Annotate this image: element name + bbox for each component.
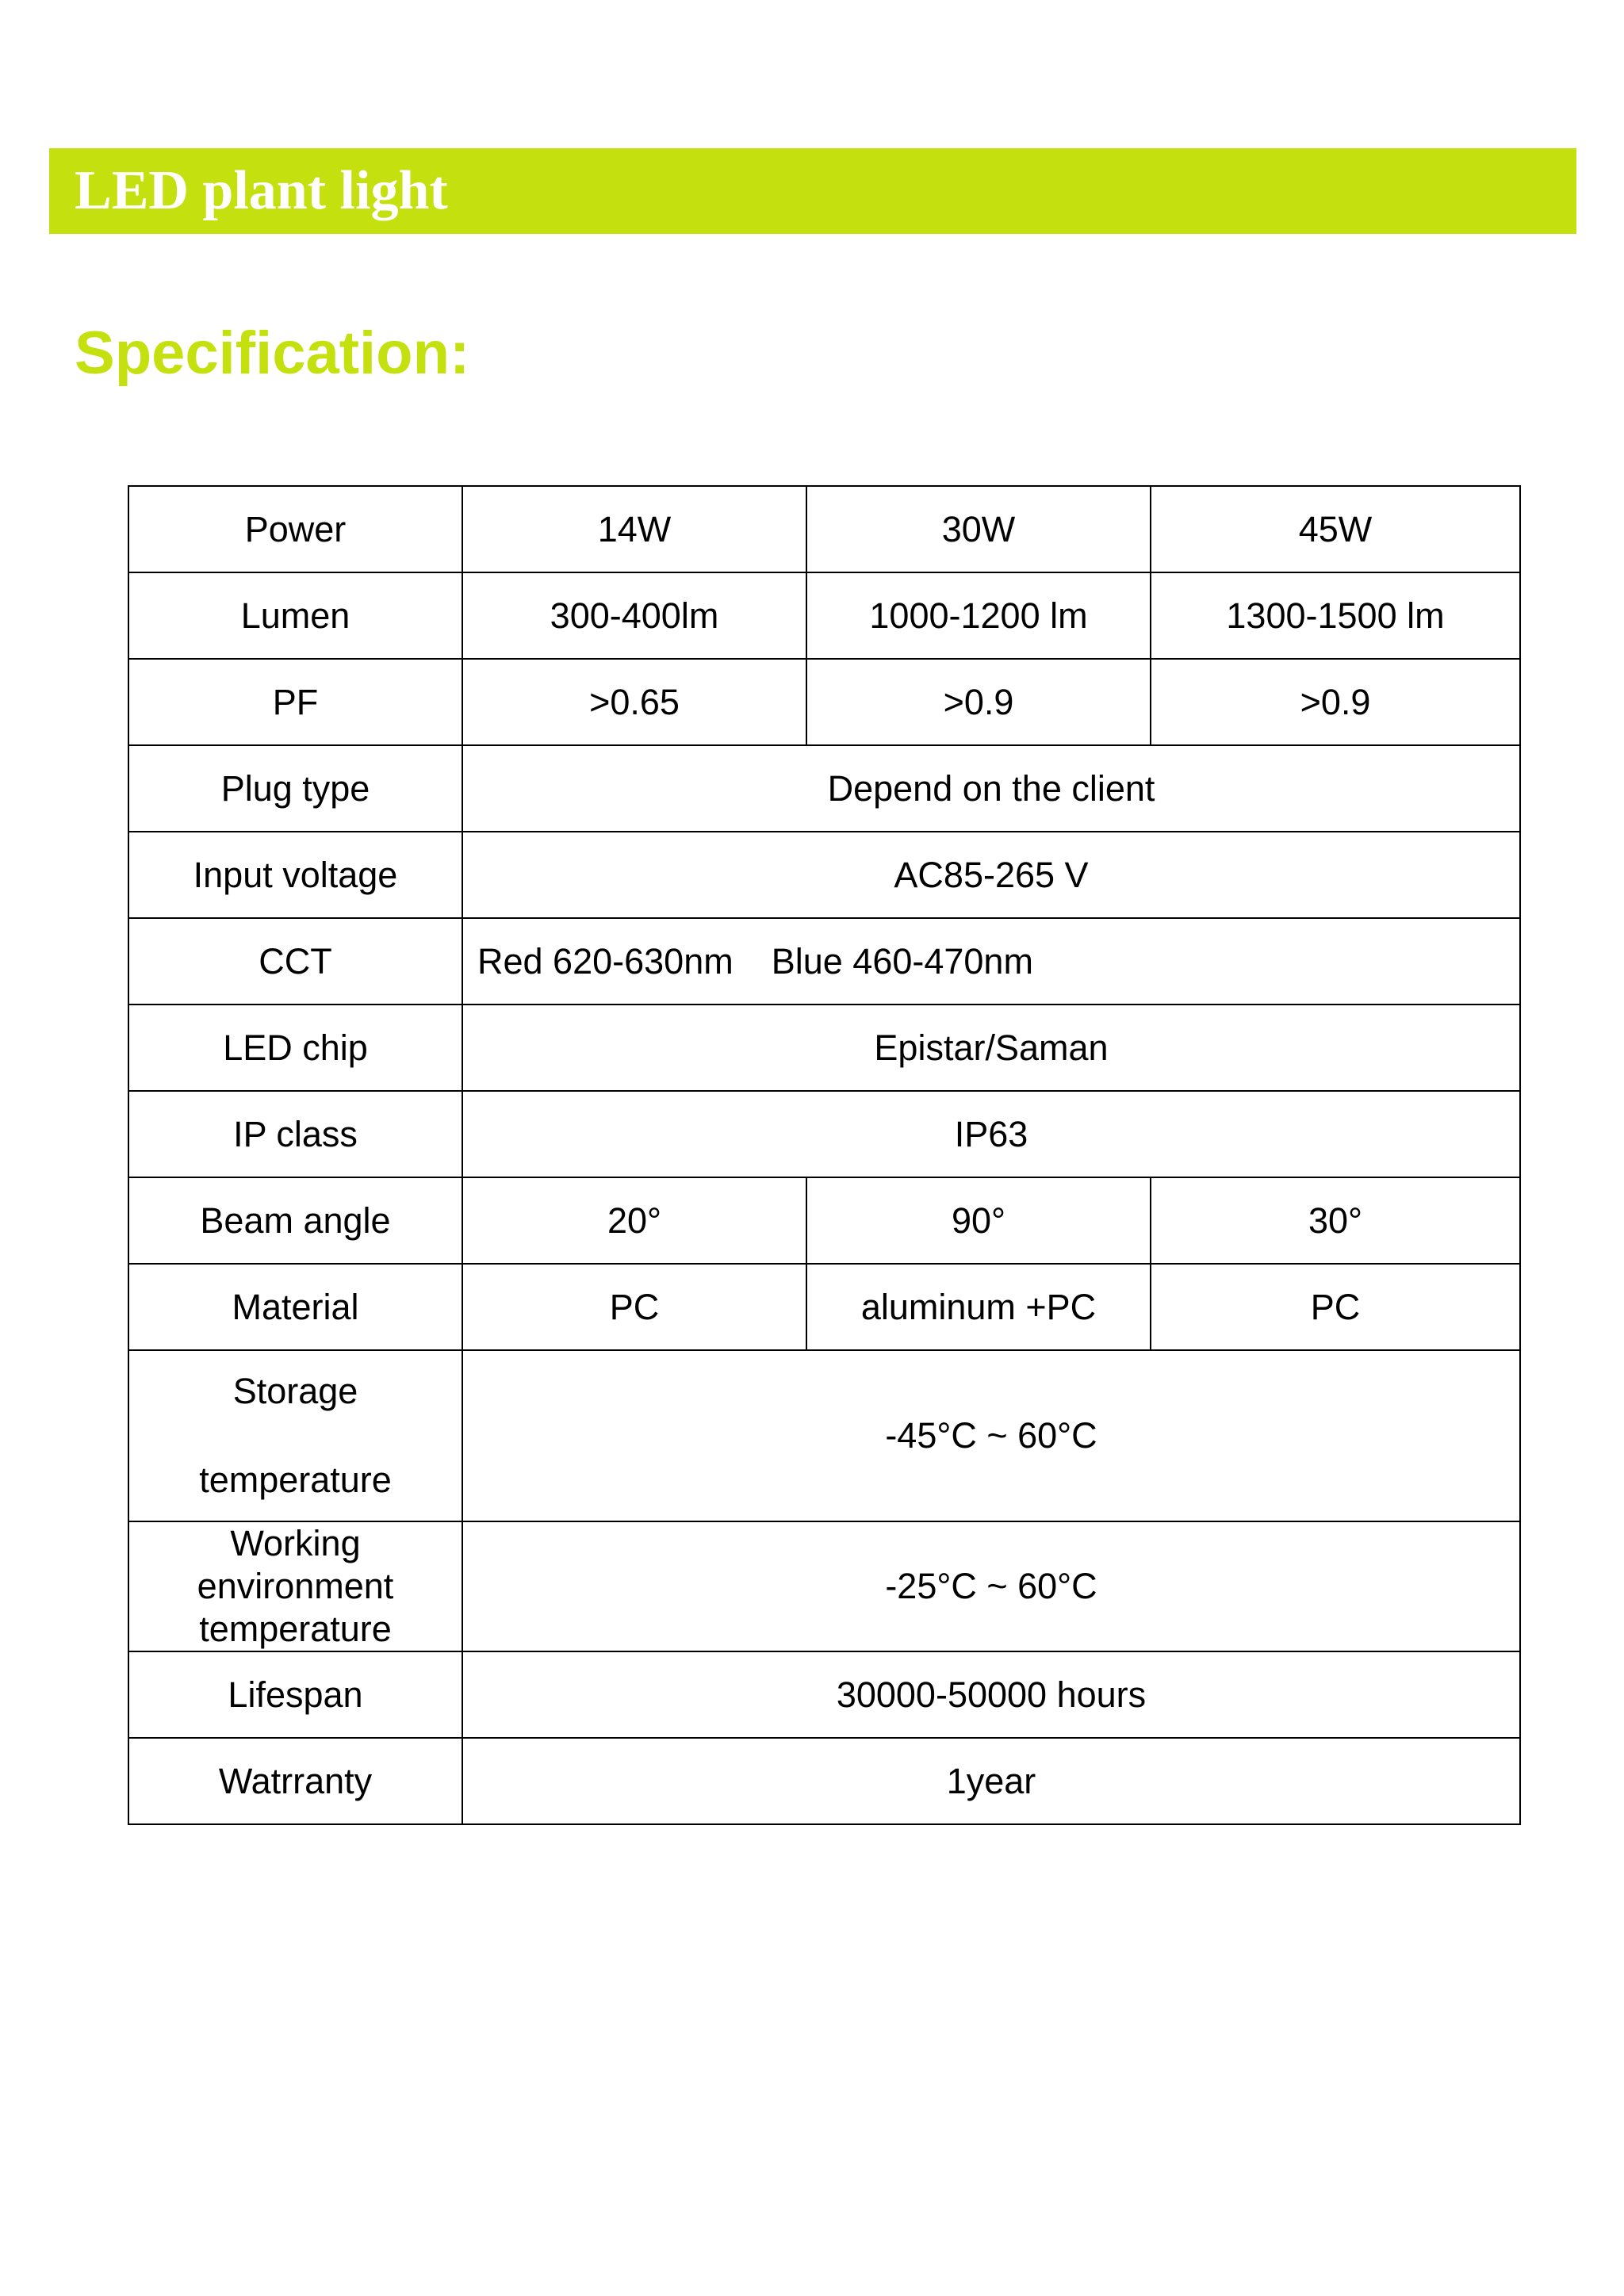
cct-blue: Blue 460-470nm: [771, 940, 1033, 982]
lifespan-value: 30000-50000 hours: [462, 1651, 1520, 1738]
table-row: [128, 659, 1520, 745]
pf-value-1: >0.65: [462, 659, 806, 745]
row-label-pf: PF: [128, 659, 462, 745]
row-label-beam-angle: Beam angle: [128, 1177, 462, 1264]
working-temperature-value: -25°C ~ 60°C: [462, 1521, 1520, 1651]
row-label-working-temperature: [128, 1521, 462, 1651]
material-value-1: PC: [462, 1264, 806, 1350]
working-label-line-3: temperature: [199, 1609, 392, 1649]
table-row: [128, 1350, 1520, 1521]
storage-label-line-2: temperature: [199, 1460, 392, 1500]
row-label-lumen: Lumen: [128, 572, 462, 659]
row-label-plug-type: Plug type: [128, 745, 462, 832]
table-row: [128, 1177, 1520, 1264]
power-value-3: 45W: [1151, 486, 1520, 572]
row-label-led-chip: LED chip: [128, 1004, 462, 1091]
beam-angle-value-1: 20°: [462, 1177, 806, 1264]
row-label-power: Power: [128, 486, 462, 572]
row-label-input-voltage: Input voltage: [128, 832, 462, 918]
power-value-1: 14W: [462, 486, 806, 572]
page-title: LED plant light: [75, 160, 448, 221]
table-row: [128, 1651, 1520, 1738]
beam-angle-value-2: 90°: [806, 1177, 1151, 1264]
lumen-value-1: 300-400lm: [462, 572, 806, 659]
table-row: [128, 1521, 1520, 1651]
row-label-ip-class: IP class: [128, 1091, 462, 1177]
specification-table: [128, 485, 1521, 1825]
pf-value-3: >0.9: [1151, 659, 1520, 745]
row-label-storage-temperature: [128, 1350, 462, 1521]
lumen-value-2: 1000-1200 lm: [806, 572, 1151, 659]
working-label-line-2: environment: [197, 1566, 394, 1606]
led-chip-value: Epistar/Saman: [462, 1004, 1520, 1091]
section-heading: Specification:: [75, 320, 470, 387]
table-row: [128, 1264, 1520, 1350]
table-row: [128, 832, 1520, 918]
input-voltage-value: AC85-265 V: [462, 832, 1520, 918]
warranty-value: 1year: [462, 1738, 1520, 1824]
row-label-lifespan: Lifespan: [128, 1651, 462, 1738]
table-row: [128, 1091, 1520, 1177]
ip-class-value: IP63: [462, 1091, 1520, 1177]
table-row: [128, 1004, 1520, 1091]
cct-red: Red 620-630nm: [477, 940, 733, 982]
title-banner: [49, 148, 1576, 234]
row-label-warranty: Watrranty: [128, 1738, 462, 1824]
material-value-2: aluminum +PC: [806, 1264, 1151, 1350]
working-label-line-1: Working: [230, 1523, 361, 1563]
material-value-3: PC: [1151, 1264, 1520, 1350]
row-label-cct: CCT: [128, 918, 462, 1004]
table-row: [128, 1738, 1520, 1824]
table-row: [128, 918, 1520, 1004]
table-row: [128, 745, 1520, 832]
lumen-value-3: 1300-1500 lm: [1151, 572, 1520, 659]
storage-label-line-1: Storage: [232, 1371, 358, 1411]
table-row: [128, 486, 1520, 572]
table-row: [128, 572, 1520, 659]
plug-type-value: Depend on the client: [462, 745, 1520, 832]
power-value-2: 30W: [806, 486, 1151, 572]
cct-value: [462, 918, 1520, 1004]
pf-value-2: >0.9: [806, 659, 1151, 745]
beam-angle-value-3: 30°: [1151, 1177, 1520, 1264]
storage-temperature-value: -45°C ~ 60°C: [462, 1350, 1520, 1521]
row-label-material: Material: [128, 1264, 462, 1350]
